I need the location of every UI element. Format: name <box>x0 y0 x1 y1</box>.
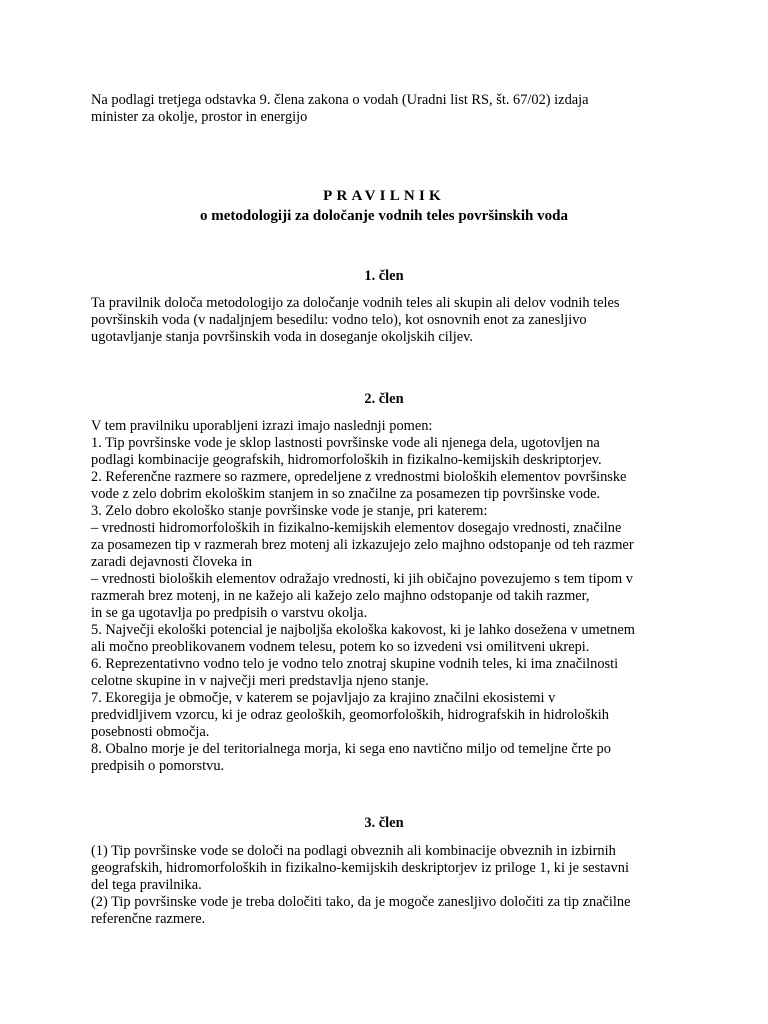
document-title: PRAVILNIK <box>323 188 445 204</box>
text-line: zaradi dejavnosti človeka in <box>91 554 253 570</box>
article-1-heading: 1. člen <box>364 268 404 284</box>
text-line: 5. Največji ekološki potencial je najboljša ekološka kakovost, ki je lahko dosežena v umetnem <box>91 622 635 638</box>
text-line: podlagi kombinacije geografskih, hidromorfoloških in fizikalno-kemijskih deskriptorjev. <box>91 452 602 468</box>
text-line: del tega pravilnika. <box>91 877 202 893</box>
article-3-body <box>91 843 691 928</box>
text-line: – vrednosti bioloških elementov odražajo vrednosti, ki jih običajno povezujemo s tem tipom v <box>91 571 633 587</box>
text-line: predpisih o pomorstvu. <box>91 758 225 774</box>
text-line: ali močno preoblikovanem vodnem telesu, potem ko so izvedeni vsi omilitveni ukrepi. <box>91 639 590 655</box>
text-line: geografskih, hidromorfoloških in fizikalno-kemijskih deskriptorjev iz priloge 1, ki je sestavni <box>91 860 629 876</box>
text-line: referenčne razmere. <box>91 911 206 927</box>
text-line: 2. Referenčne razmere so razmere, opredeljene z vrednostmi bioloških elementov površinske <box>91 469 627 485</box>
text-line: celotne skupine in v največji meri predstavlja njeno stanje. <box>91 673 429 689</box>
preamble-paragraph <box>91 92 691 126</box>
text-line: ugotavljanje stanja površinskih voda in doseganje okoljskih ciljev. <box>91 329 473 345</box>
article-2-body <box>91 418 691 775</box>
article-3-heading: 3. člen <box>364 815 404 831</box>
text-line: razmerah brez motenj, in ne kažejo ali kažejo zelo majhno odstopanje od takih razmer, <box>91 588 590 604</box>
text-line: Na podlagi tretjega odstavka 9. člena zakona o vodah (Uradni list RS, št. 67/02) izdaja <box>91 92 589 108</box>
text-line: V tem pravilniku uporabljeni izrazi imajo naslednji pomen: <box>91 418 433 434</box>
text-line: (1) Tip površinske vode se določi na podlagi obveznih ali kombinacije obveznih in izbirnih <box>91 843 616 859</box>
text-line: 3. Zelo dobro ekološko stanje površinske vode je stanje, pri katerem: <box>91 503 488 519</box>
text-line: 7. Ekoregija je območje, v katerem se pojavljajo za krajino značilni ekosistemi v <box>91 690 556 706</box>
article-2-heading: 2. člen <box>364 391 404 407</box>
text-line: 6. Reprezentativno vodno telo je vodno telo znotraj skupine vodnih teles, ki ima značilnosti <box>91 656 619 672</box>
text-line: – vrednosti hidromorfoloških in fizikalno-kemijskih elementov dosegajo vrednosti, značilne <box>91 520 622 536</box>
text-line: površinskih voda (v nadaljnjem besedilu: vodno telo), kot osnovnih enot za zanesljivo <box>91 312 587 328</box>
text-line: predvidljivem vzorcu, ki je odraz geoloških, geomorfoloških, hidrografskih in hidroloških <box>91 707 609 723</box>
document-subtitle: o metodologiji za določanje vodnih teles površinskih voda <box>200 208 568 224</box>
text-line: posebnosti območja. <box>91 724 210 740</box>
text-line: Ta pravilnik določa metodologijo za določanje vodnih teles ali skupin ali delov vodnih teles <box>91 295 620 311</box>
text-line: in se ga ugotavlja po predpisih o varstvu okolja. <box>91 605 368 621</box>
text-line: (2) Tip površinske vode je treba določiti tako, da je mogoče zanesljivo določiti za tip značilne <box>91 894 631 910</box>
text-line: 8. Obalno morje je del teritorialnega morja, ki sega eno navtično miljo od temeljne črte po <box>91 741 611 757</box>
article-1-body <box>91 295 691 346</box>
text-line: minister za okolje, prostor in energijo <box>91 109 308 125</box>
text-line: 1. Tip površinske vode je sklop lastnosti površinske vode ali njenega dela, ugotovljen na <box>91 435 600 451</box>
text-line: vode z zelo dobrim ekološkim stanjem in so značilne za posamezen tip površinske vode. <box>91 486 601 502</box>
text-line: za posamezen tip v razmerah brez motenj ali izkazujejo zelo majhno odstopanje od teh razmer <box>91 537 634 553</box>
